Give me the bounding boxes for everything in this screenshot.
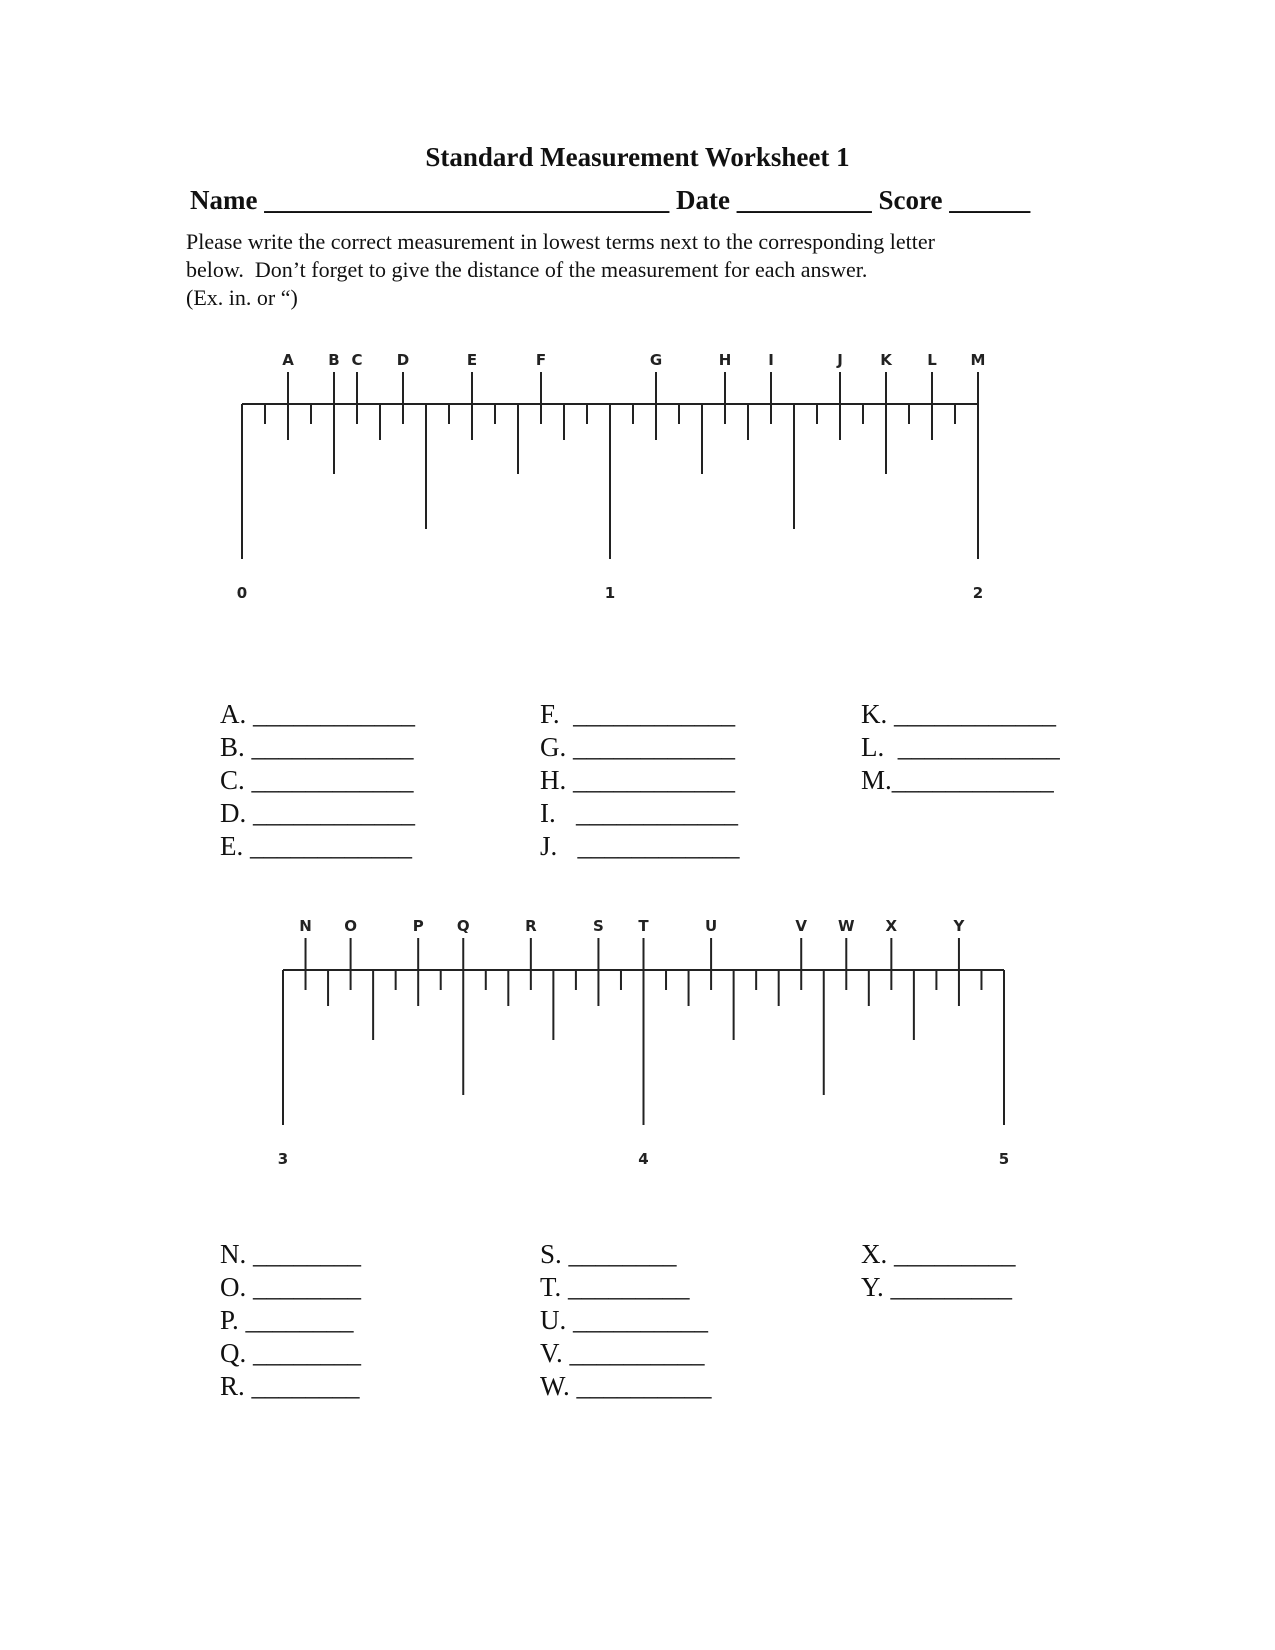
answer-k[interactable]: K. ____________ (861, 699, 1056, 729)
ruler-letter-e: E (466, 351, 478, 369)
ruler-letter-n: N (299, 917, 312, 935)
answer-y[interactable]: Y. _________ (861, 1272, 1013, 1302)
ruler-letter-t: T (638, 917, 649, 935)
ruler-letter-d: D (396, 351, 410, 369)
answer-l[interactable]: L. ____________ (861, 732, 1060, 762)
answer-s[interactable]: S. ________ (540, 1239, 677, 1269)
name-field[interactable]: ______________________________ (264, 185, 670, 215)
ruler-letter-b: B (328, 351, 340, 369)
ruler-letter-y: Y (953, 917, 965, 935)
ruler-number-1: 1 (604, 584, 616, 602)
answer-f[interactable]: F. ____________ (540, 699, 736, 729)
answer-b[interactable]: B. ____________ (220, 732, 414, 762)
ruler-number-4: 4 (638, 1150, 649, 1168)
score-field[interactable]: ______ (949, 185, 1031, 215)
answer-q[interactable]: Q. ________ (220, 1338, 361, 1368)
answer-a[interactable]: A. ____________ (220, 699, 415, 729)
ruler-letter-h: H (718, 351, 732, 369)
answer-w[interactable]: W. __________ (540, 1371, 712, 1401)
answer-r[interactable]: R. ________ (220, 1371, 360, 1401)
ruler-letter-m: M (970, 351, 986, 369)
ruler-letter-i: I (768, 351, 774, 369)
answer-u[interactable]: U. __________ (540, 1305, 708, 1335)
ruler-letter-g: G (649, 351, 663, 369)
answer-g[interactable]: G. ____________ (540, 732, 735, 762)
instruction-line-3: (Ex. in. or “) (186, 285, 298, 310)
instruction-line-1: Please write the correct measurement in lowest terms next to the corresponding letter (186, 229, 935, 254)
answers-bottom-col3 (861, 1238, 1016, 1304)
answer-t[interactable]: T. _________ (540, 1272, 690, 1302)
ruler-letter-r: R (525, 917, 537, 935)
ruler-letter-v: V (795, 917, 808, 935)
ruler-letter-l: L (927, 351, 937, 369)
ruler-number-5: 5 (998, 1150, 1010, 1168)
answer-i[interactable]: I. ____________ (540, 798, 738, 828)
ruler-letter-o: O (344, 917, 357, 935)
answer-d[interactable]: D. ____________ (220, 798, 415, 828)
answer-c[interactable]: C. ____________ (220, 765, 414, 795)
name-label: Name (190, 185, 258, 215)
ruler-letter-p: P (412, 917, 424, 935)
answer-x[interactable]: X. _________ (861, 1239, 1016, 1269)
ruler-number-0: 0 (236, 584, 248, 602)
answer-n[interactable]: N. ________ (220, 1239, 361, 1269)
ruler-letter-q: Q (456, 917, 470, 935)
answer-v[interactable]: V. __________ (540, 1338, 705, 1368)
ruler-number-3: 3 (277, 1150, 289, 1168)
answer-p[interactable]: P. ________ (220, 1305, 354, 1335)
date-label: Date (675, 185, 730, 215)
instruction-line-2: below. Don’t forget to give the distance of the measurement for each answer. (186, 257, 868, 282)
ruler-letter-j: J (837, 351, 843, 369)
date-field[interactable]: __________ (736, 185, 872, 215)
score-label: Score (878, 185, 943, 215)
answers-bottom-col1 (220, 1238, 361, 1403)
ruler-letter-c: C (351, 351, 363, 369)
ruler-letter-f: F (535, 351, 547, 369)
ruler-letter-k: K (880, 351, 892, 369)
answer-e[interactable]: E. ____________ (220, 831, 412, 861)
ruler-letter-u: U (705, 917, 718, 935)
ruler-letter-w: W (838, 917, 855, 935)
ruler-letter-a: A (282, 351, 294, 369)
answer-h[interactable]: H. ____________ (540, 765, 735, 795)
worksheet-title: Standard Measurement Worksheet 1 (425, 142, 850, 172)
answers-bottom-col2 (540, 1238, 712, 1403)
answer-j[interactable]: J. ____________ (540, 831, 740, 861)
ruler-letter-x: X (885, 917, 898, 935)
ruler-number-2: 2 (972, 584, 984, 602)
answer-o[interactable]: O. ________ (220, 1272, 361, 1302)
ruler-letter-s: S (593, 917, 604, 935)
answer-m[interactable]: M.____________ (861, 765, 1054, 795)
